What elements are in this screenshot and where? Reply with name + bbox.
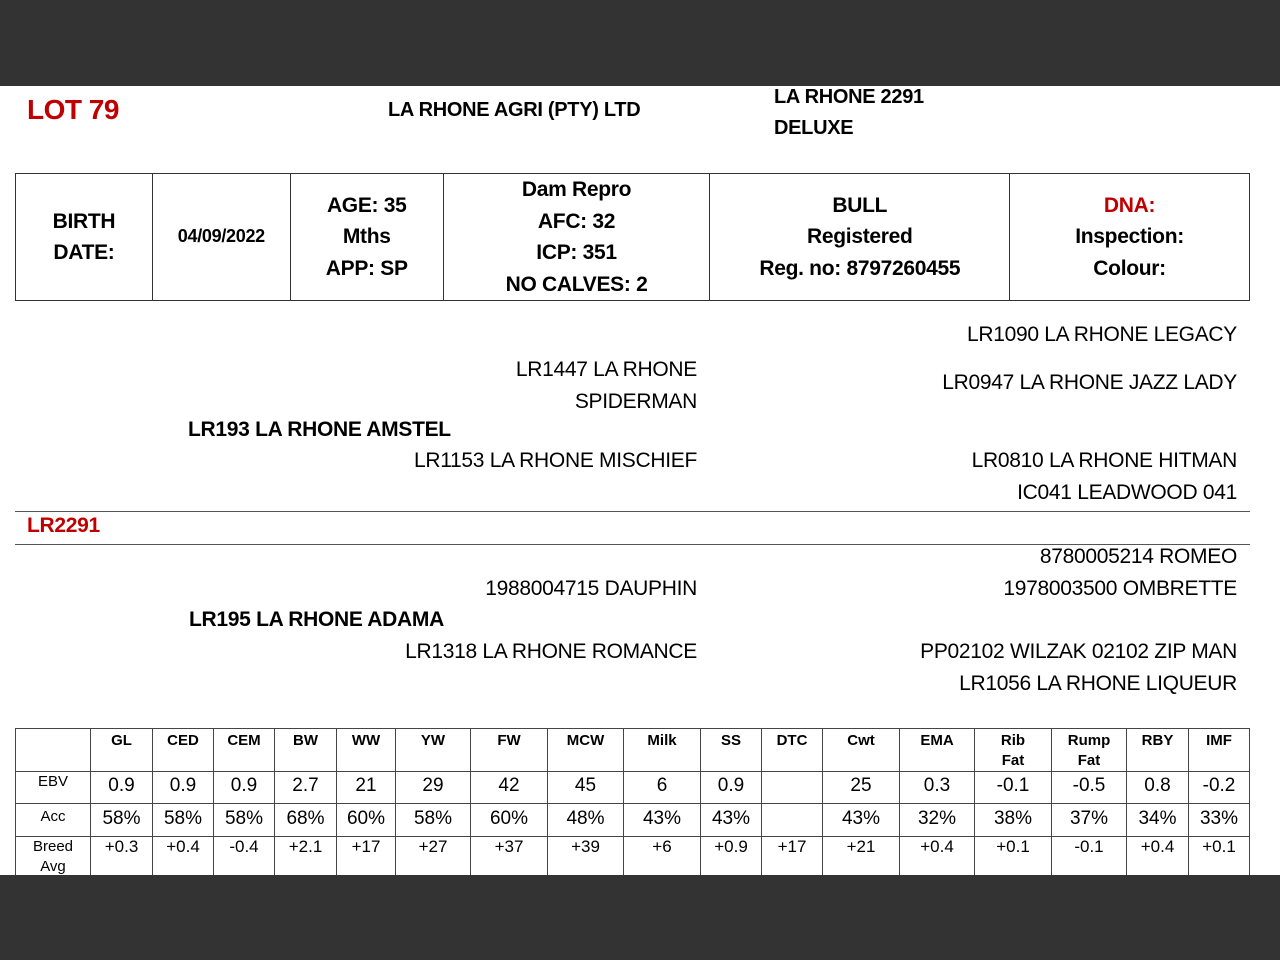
pedigree-dam-dam-sire: PP02102 WILZAK 02102 ZIP MAN <box>920 640 1237 663</box>
ebv-header-rump-fat: Rump Fat <box>1052 729 1127 772</box>
ebv-cell-ema: 0.3 <box>900 772 975 804</box>
registration-number: Reg. no: 8797260455 <box>759 256 961 280</box>
animal-id: LR2291 <box>27 514 100 537</box>
ebv-cell-rump-fat: -0.5 <box>1052 772 1127 804</box>
ebv-header-ss: SS <box>701 729 762 772</box>
ebv-header-corner <box>16 729 91 772</box>
ebv-cell-ww: 21 <box>337 772 396 804</box>
ebv-cell-dtc <box>762 804 823 837</box>
ebv-header-ema: EMA <box>900 729 975 772</box>
ebv-cell-milk: 6 <box>624 772 701 804</box>
ebv-cell-ww: 60% <box>337 804 396 837</box>
ebv-row-label: Acc <box>16 804 91 837</box>
age-cell <box>290 174 443 301</box>
afc-value: AFC: 32 <box>537 209 616 233</box>
ebv-cell-gl: +0.3 <box>91 837 153 876</box>
ebv-cell-milk: 43% <box>624 804 701 837</box>
pedigree-sire: LR193 LA RHONE AMSTEL <box>188 418 451 441</box>
age-unit: Mths <box>342 225 391 249</box>
colour-label: Colour: <box>1093 256 1166 280</box>
pedigree-sire-sire-sire: LR1090 LA RHONE LEGACY <box>966 323 1237 346</box>
ebv-cell-cwt: 43% <box>823 804 900 837</box>
pedigree-sire-dam-dam: IC041 LEADWOOD 041 <box>1017 481 1237 504</box>
ebv-header-yw: YW <box>396 729 471 772</box>
ebv-cell-yw: 29 <box>396 772 471 804</box>
ebv-cell-ced: +0.4 <box>153 837 214 876</box>
ebv-cell-ss: +0.9 <box>701 837 762 876</box>
no-calves-value: NO CALVES: 2 <box>505 272 648 296</box>
ebv-cell-fw: 60% <box>471 804 548 837</box>
ebv-header-milk: Milk <box>624 729 701 772</box>
pedigree-dam-dam: LR1318 LA RHONE ROMANCE <box>405 640 697 663</box>
ebv-cell-bw: 2.7 <box>275 772 337 804</box>
lot-sheet <box>0 86 1280 875</box>
animal-name <box>774 86 924 144</box>
ebv-row-breed-avg <box>16 837 1250 876</box>
ebv-cell-ema: 32% <box>900 804 975 837</box>
dna-cell <box>1010 174 1250 301</box>
ebv-cell-yw: +27 <box>396 837 471 876</box>
age-value: AGE: 35 <box>326 193 407 217</box>
pedigree-sire-sire-dam: LR0947 LA RHONE JAZZ LADY <box>942 371 1237 394</box>
pedigree-dam: LR195 LA RHONE ADAMA <box>189 608 444 631</box>
ebv-header-ww: WW <box>337 729 396 772</box>
ebv-cell-fw: 42 <box>471 772 548 804</box>
pedigree-dam-sire: 1988004715 DAUPHIN <box>485 577 697 600</box>
ebv-cell-cwt: +21 <box>823 837 900 876</box>
birth-date-value: 04/09/2022 <box>152 174 290 301</box>
ebv-row-label: EBV <box>16 772 91 804</box>
ebv-cell-rby: 34% <box>1127 804 1189 837</box>
icp-value: ICP: 351 <box>536 241 617 264</box>
inspection-label: Inspection: <box>1075 225 1184 249</box>
ebv-cell-mcw: 48% <box>548 804 624 837</box>
pedigree-dam-dam-dam: LR1056 LA RHONE LIQUEUR <box>959 672 1237 695</box>
ebv-cell-rump-fat: 37% <box>1052 804 1127 837</box>
ebv-header-mcw: MCW <box>548 729 624 772</box>
ebv-header-gl: GL <box>91 729 153 772</box>
lot-number: LOT 79 <box>27 94 119 125</box>
registration-cell <box>710 174 1010 301</box>
ebv-cell-rib-fat: -0.1 <box>975 772 1052 804</box>
ebv-cell-cwt: 25 <box>823 772 900 804</box>
ebv-cell-imf: +0.1 <box>1189 837 1250 876</box>
ebv-cell-ema: +0.4 <box>900 837 975 876</box>
ebv-cell-imf: 33% <box>1189 804 1250 837</box>
ebv-header-bw: BW <box>275 729 337 772</box>
ebv-header-rby: RBY <box>1127 729 1189 772</box>
ebv-cell-milk: +6 <box>624 837 701 876</box>
ebv-row-acc <box>16 804 1250 837</box>
animal-name-line-2: DELUXE <box>774 117 854 139</box>
info-table <box>15 173 1250 301</box>
sex-value: BULL <box>832 193 888 217</box>
pedigree-sire-sire: LR1447 LA RHONE SPIDERMAN <box>515 358 697 413</box>
ebv-cell-ww: +17 <box>337 837 396 876</box>
owner-name: LA RHONE AGRI (PTY) LTD <box>388 99 641 121</box>
birth-date-label: BIRTH DATE: <box>16 174 153 301</box>
ebv-header-dtc: DTC <box>762 729 823 772</box>
ebv-header-row <box>16 729 1250 772</box>
ebv-cell-cem: 58% <box>214 804 275 837</box>
ebv-cell-ced: 58% <box>153 804 214 837</box>
ebv-header-fw: FW <box>471 729 548 772</box>
pedigree-dam-sire-sire: 8780005214 ROMEO <box>1039 545 1237 568</box>
ebv-header-imf: IMF <box>1189 729 1250 772</box>
ebv-cell-rib-fat: 38% <box>975 804 1052 837</box>
ebv-header-cem: CEM <box>214 729 275 772</box>
ebv-cell-ss: 0.9 <box>701 772 762 804</box>
pedigree-dam-sire-dam: 1978003500 OMBRETTE <box>1003 577 1237 600</box>
ebv-row-ebv <box>16 772 1250 804</box>
ebv-cell-mcw: 45 <box>548 772 624 804</box>
ebv-header-rib-fat: Rib Fat <box>975 729 1052 772</box>
dam-repro-title: Dam Repro <box>521 178 632 201</box>
ebv-cell-cem: -0.4 <box>214 837 275 876</box>
ebv-cell-bw: 68% <box>275 804 337 837</box>
app-value: APP: SP <box>325 256 408 280</box>
pedigree-sire-dam: LR1153 LA RHONE MISCHIEF <box>413 449 697 472</box>
divider-top <box>15 511 1250 512</box>
ebv-cell-rby: +0.4 <box>1127 837 1189 876</box>
ebv-cell-bw: +2.1 <box>275 837 337 876</box>
ebv-cell-rby: 0.8 <box>1127 772 1189 804</box>
ebv-cell-mcw: +39 <box>548 837 624 876</box>
dam-repro-cell <box>443 174 710 301</box>
ebv-table <box>15 728 1250 875</box>
ebv-cell-imf: -0.2 <box>1189 772 1250 804</box>
animal-name-line-1: LA RHONE 2291 <box>774 86 924 108</box>
ebv-cell-gl: 0.9 <box>91 772 153 804</box>
ebv-header-ced: CED <box>153 729 214 772</box>
dna-label: DNA: <box>1103 193 1156 217</box>
ebv-cell-dtc <box>762 772 823 804</box>
ebv-row-label: Breed Avg <box>16 837 91 876</box>
ebv-cell-dtc: +17 <box>762 837 823 876</box>
ebv-cell-cem: 0.9 <box>214 772 275 804</box>
ebv-cell-rib-fat: +0.1 <box>975 837 1052 876</box>
registration-status: Registered <box>807 225 913 249</box>
ebv-cell-ss: 43% <box>701 804 762 837</box>
ebv-header-cwt: Cwt <box>823 729 900 772</box>
ebv-cell-yw: 58% <box>396 804 471 837</box>
ebv-cell-rump-fat: -0.1 <box>1052 837 1127 876</box>
ebv-cell-gl: 58% <box>91 804 153 837</box>
pedigree-sire-dam-sire: LR0810 LA RHONE HITMAN <box>971 449 1237 472</box>
ebv-cell-ced: 0.9 <box>153 772 214 804</box>
ebv-cell-fw: +37 <box>471 837 548 876</box>
